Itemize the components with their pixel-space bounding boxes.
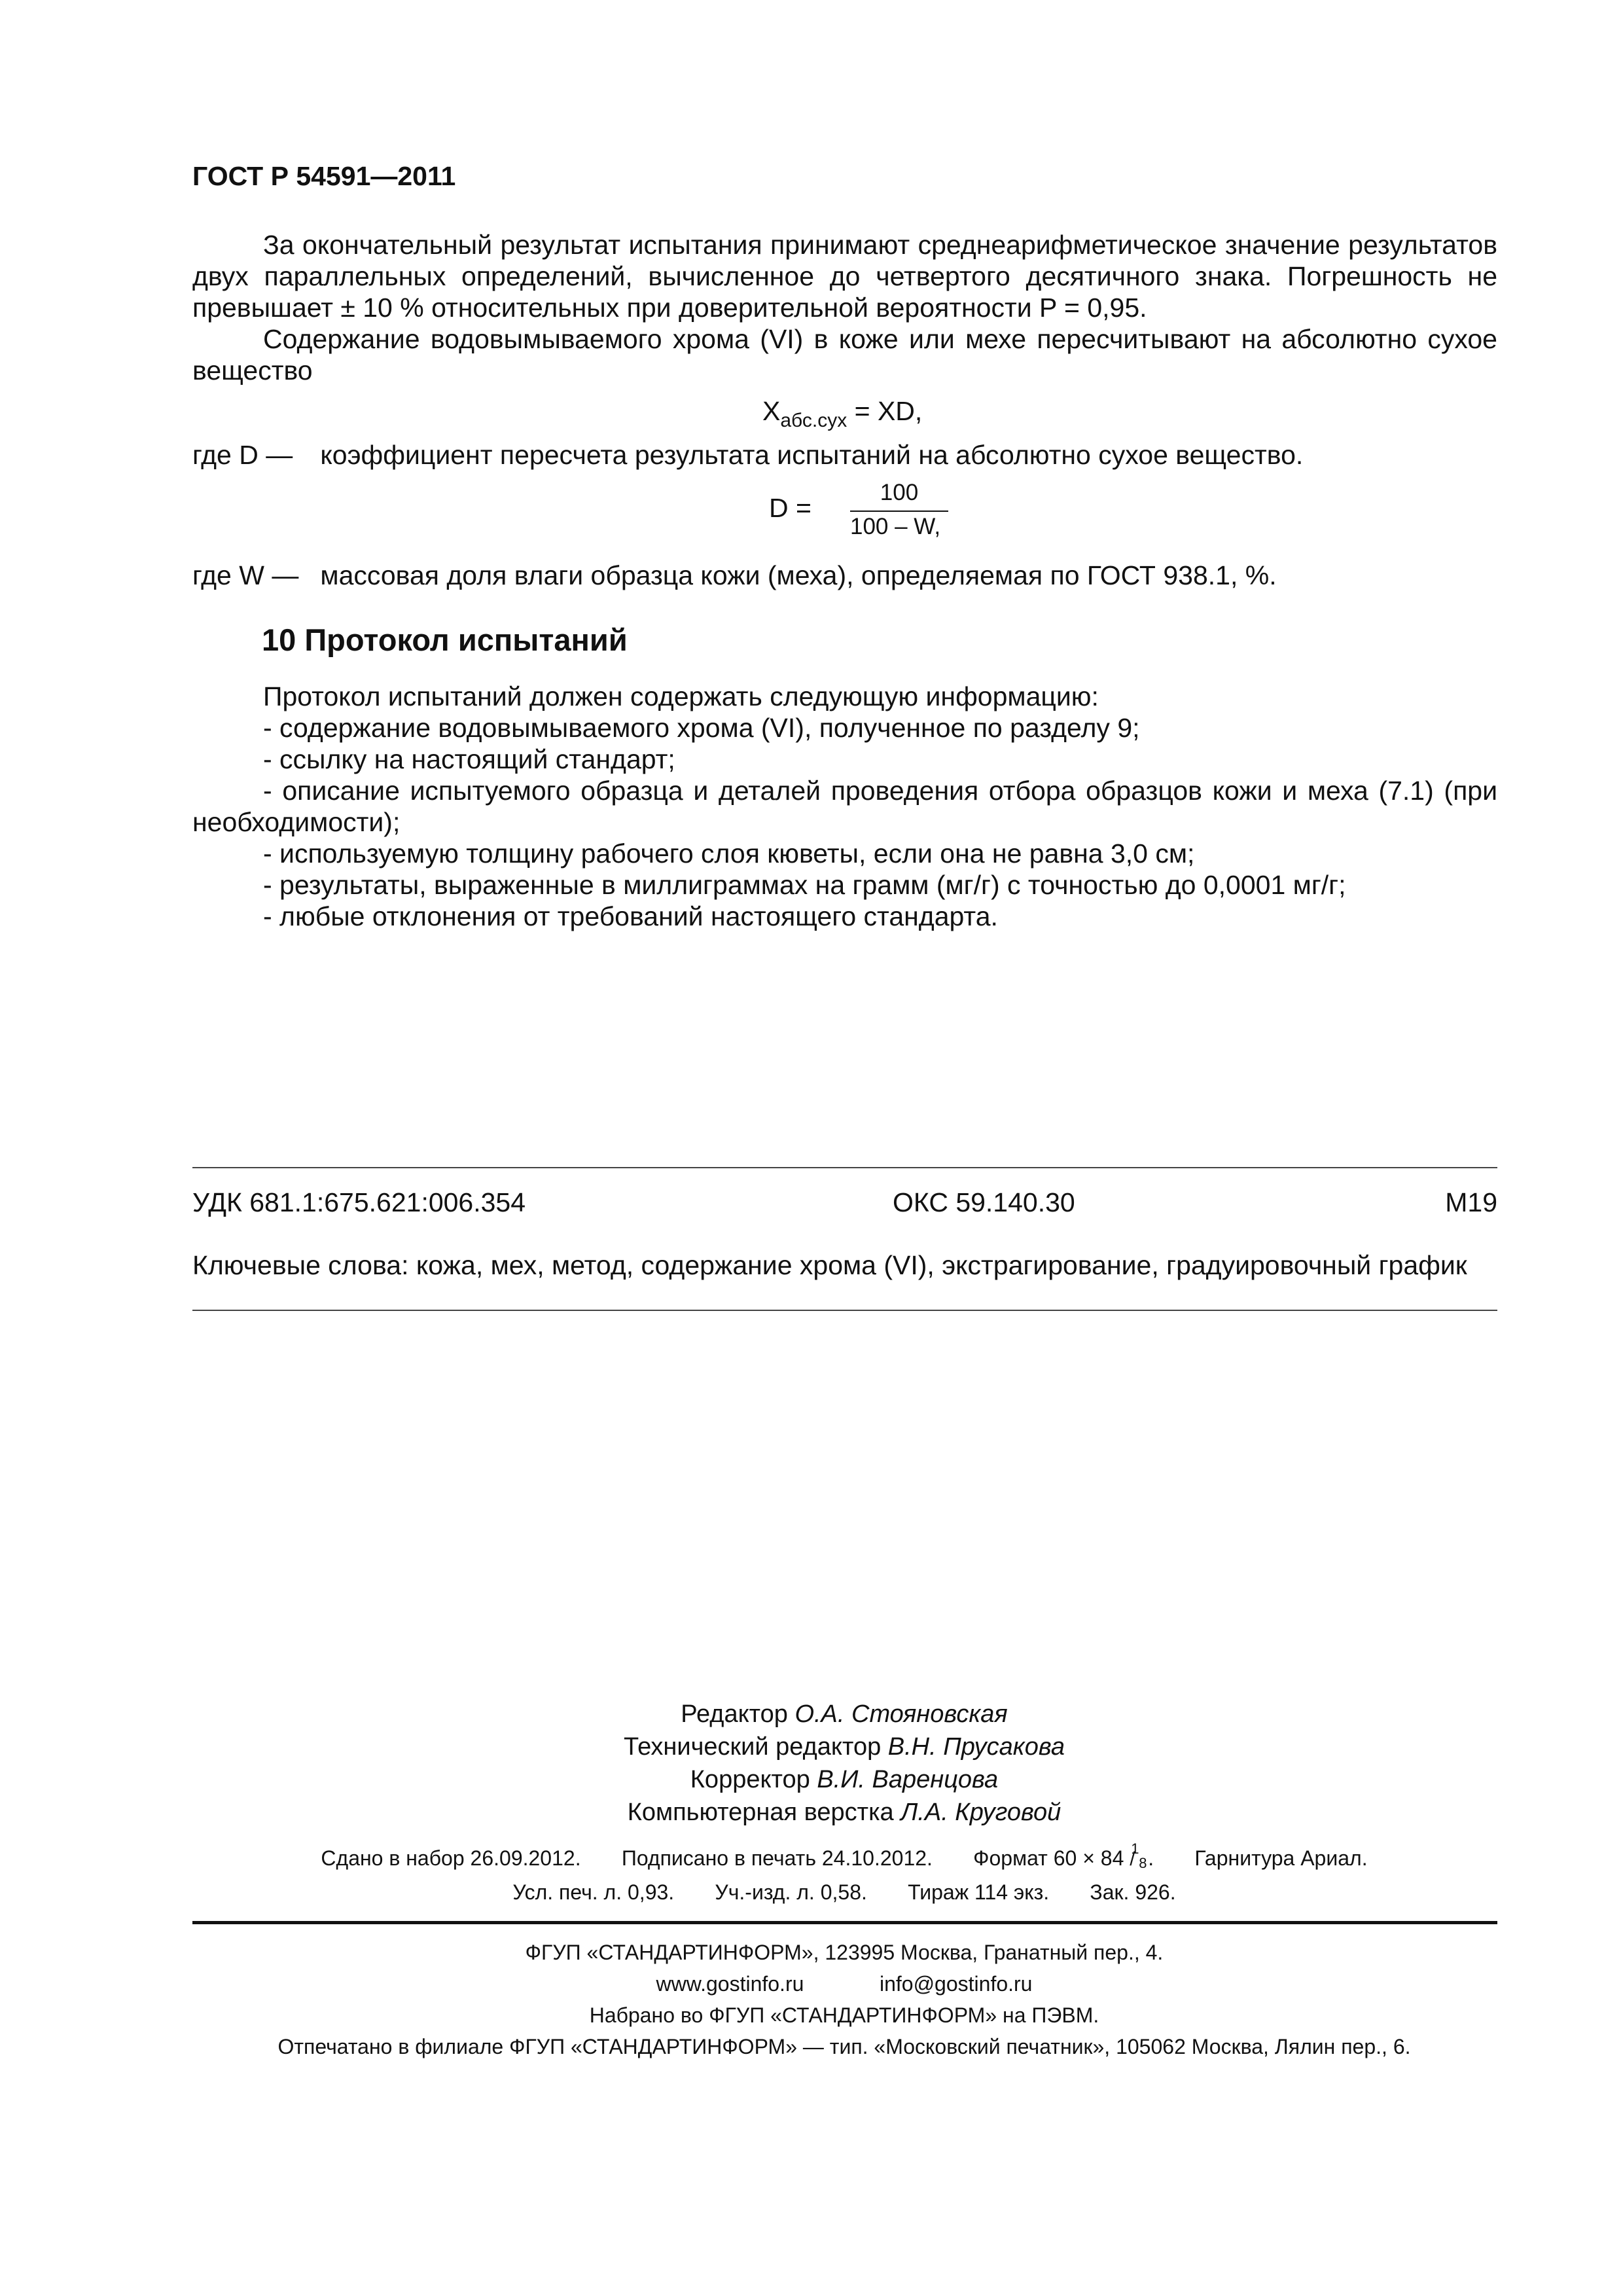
fraction-denominator: 100 – W, [850,514,941,539]
imprint-contacts [0,1972,1623,1996]
oks-code: ОКС 59.140.30 [893,1187,1075,1217]
imprint-format: Формат 60 × 84 [973,1846,1124,1870]
fraction-lhs: D = [769,493,812,523]
protocol-intro: Протокол испытаний должен содержать следующую информацию: [263,681,1099,711]
where-d-text: коэффициент пересчета результата испытаний на абсолютно сухое вещество. [320,440,1304,470]
formula-subscript: абс.сух [780,410,847,431]
fraction-numerator: 100 [880,480,919,505]
imprint-printed: Отпечатано в филиале ФГУП «СТАНДАРТИНФОРМ» — тип. «Московский печатник», 105062 Москва, Лялин пер., 6. [277,2035,1411,2058]
imprint-print-sheets: Усл. печ. л. 0,93. [512,1880,675,1904]
document-header: ГОСТ Р 54591—2011 [192,161,456,191]
list-item: - описание испытуемого образца и деталей проведения отбора образцов кожи и меха (7.1) (при необходимости); [192,776,1497,837]
list-item: - ссылку на настоящий стандарт; [263,744,675,774]
list-item: - используемую толщину рабочего слоя кюветы, если она не равна 3,0 см; [263,838,1195,869]
imprint-line-2 [0,1880,1623,1905]
where-d-row [192,439,1303,471]
imprint-divider [192,1921,1497,1924]
section-title: 10 Протокол испытаний [262,622,628,657]
credit-corrector: Корректор В.И. Варенцова [690,1766,999,1793]
protocol-list [192,681,1497,932]
paragraph-result: За окончательный результат испытания принимают среднеарифметическое значение результатов двух параллельных определений, вычисленное до четвертого десятичного знака. Погрешность не превышает ± 10 % относительных при доверительной вероятности P = 0,95. [192,230,1497,323]
list-item: - любые отклонения от требований настоящего стандарта. [263,901,998,931]
classification-row [192,1187,1497,1219]
format-fraction: 1 / 8 [1130,1840,1147,1871]
editorial-credits [0,1698,1623,1829]
imprint-submitted: Сдано в набор 26.09.2012. [321,1846,581,1870]
imprint-email: info@gostinfo.ru [879,1972,1033,1996]
imprint-line-1: Сдано в набор 26.09.2012. Подписано в печать 24.10.2012. Формат 60 × 84 1 / 8 . Гарнитура Ариал. [321,1840,1368,1871]
formula-dry-basis [762,396,922,432]
fraction-bar [850,511,948,512]
formula-rhs: = XD, [847,396,923,426]
paragraph-recalc: Содержание водовымываемого хрома (VI) в коже или мехе пересчитывают на абсолютно сухое вещество [192,324,1497,386]
imprint-publisher: ФГУП «СТАНДАРТИНФОРМ», 123995 Москва, Гранатный пер., 4. [525,1941,1164,1964]
where-w-label: где W — [192,560,299,590]
where-w-row [192,560,1277,591]
imprint-website: www.gostinfo.ru [656,1972,804,1996]
keywords: Ключевые слова: кожа, мех, метод, содержание хрома (VI), экстрагирование, градуировочный график [192,1250,1467,1280]
divider-bottom [192,1310,1497,1311]
credit-layout: Компьютерная верстка Л.А. Круговой [627,1799,1061,1826]
list-item: - содержание водовымываемого хрома (VI), полученное по разделу 9; [263,713,1140,743]
group-code: М19 [1445,1187,1497,1217]
udk-code: УДК 681.1:675.621:006.354 [192,1187,526,1217]
list-item: - результаты, выраженные в миллиграммах на грамм (мг/г) с точностью до 0,0001 мг/г; [263,870,1346,900]
divider-top [192,1167,1497,1168]
imprint-pub-sheets: Уч.-изд. л. 0,58. [715,1880,867,1904]
where-w-text: массовая доля влаги образца кожи (меха), определяемая по ГОСТ 938.1, %. [320,560,1277,590]
imprint-run: Тираж 114 экз. [908,1880,1050,1904]
formula-lhs: X [762,396,781,426]
imprint-font: Гарнитура Ариал. [1194,1846,1368,1870]
imprint-typeset: Набрано во ФГУП «СТАНДАРТИНФОРМ» на ПЭВМ. [589,2003,1099,2027]
imprint-signed: Подписано в печать 24.10.2012. [621,1846,933,1870]
credit-tech-editor: Технический редактор В.Н. Прусакова [624,1733,1065,1761]
imprint-order: Зак. 926. [1090,1880,1176,1904]
credit-editor: Редактор О.А. Стояновская [681,1700,1008,1728]
where-d-label: где D — [192,440,293,470]
